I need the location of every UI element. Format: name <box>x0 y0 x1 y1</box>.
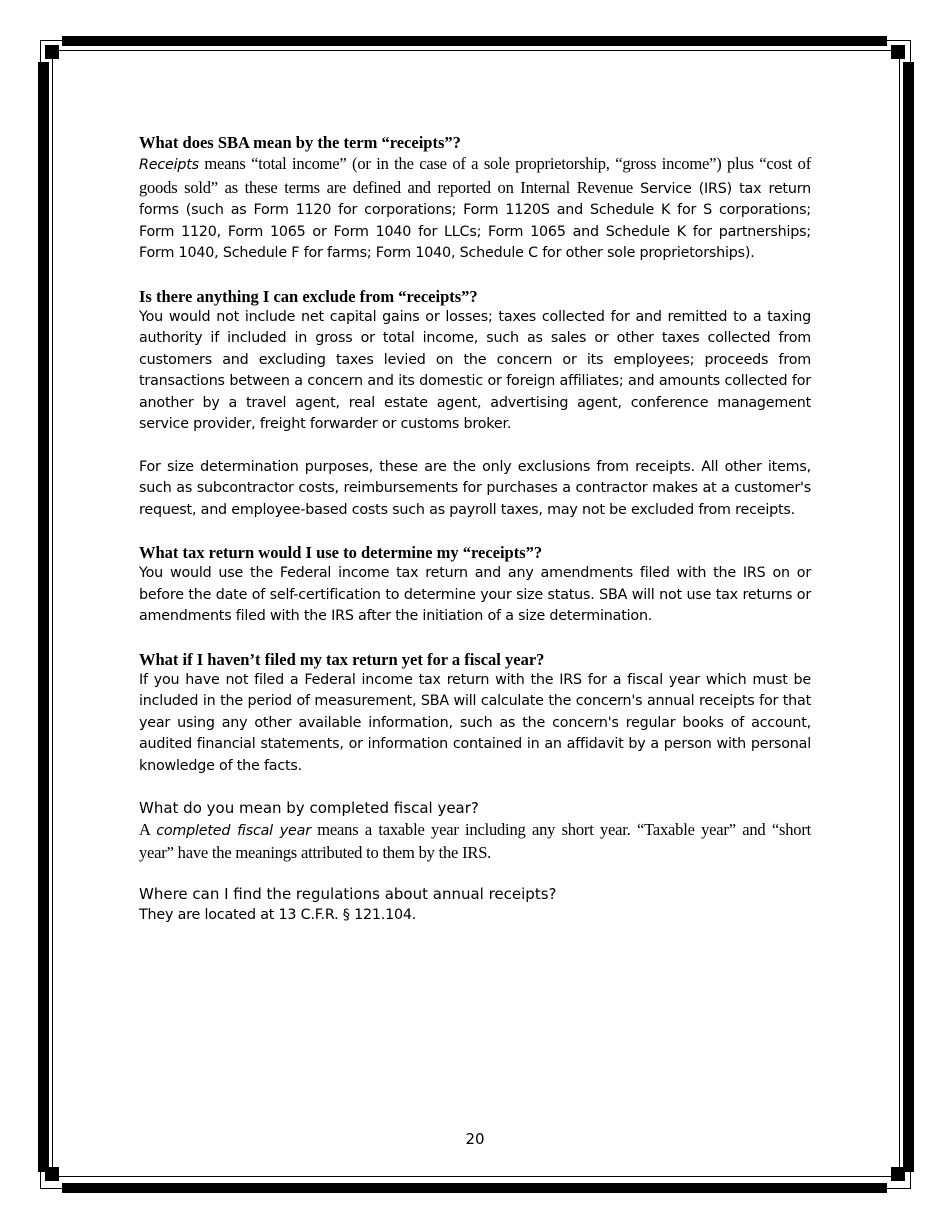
faq-completed-fiscal-year <box>139 798 811 863</box>
question-heading: Is there anything I can exclude from “receipts”? <box>139 286 478 306</box>
document-body <box>139 132 811 948</box>
faq-receipts-definition <box>139 132 811 265</box>
answer-paragraph <box>139 819 811 863</box>
faq-tax-return <box>139 542 811 628</box>
question-heading: What tax return would I use to determine my “receipts”? <box>139 543 543 562</box>
page-border-top <box>62 36 887 46</box>
exclusions-note <box>139 457 811 522</box>
answer-paragraph <box>139 153 811 265</box>
page-number: 20 <box>465 1130 485 1148</box>
defined-term: completed fiscal year <box>156 823 311 839</box>
question-heading: What does SBA mean by the term “receipts”? <box>139 133 461 152</box>
question-heading: Where can I find the regulations about annual receipts? <box>139 885 557 903</box>
answer-text: Service (IRS) tax return forms (such as Form 1120 for corporations; Form 1120S and Schedule K for S corporations; Form 1120, Form 1065 or Form 1040 for LLCs; Form 1065 and Schedule K for partnerships; Form 1040, Schedule F for farms; Form 1040, Schedule C for other sole proprietorships). <box>139 180 811 261</box>
faq-regulations <box>139 884 811 927</box>
page-border-left <box>38 62 49 1172</box>
page-border-right <box>903 62 914 1172</box>
answer-paragraph: You would not include net capital gains or losses; taxes collected for and remitted to a taxing authority if included in gross or total income, such as sales or other taxes collected from customers and excluding taxes levied on the concern or its employees; proceeds from transactions between a concern and its domestic or foreign affiliates; and amounts collected for another by a travel agent, real estate agent, advertising agent, conference management service provider, freight forwarder or customs broker. <box>139 308 811 432</box>
answer-text-serif: means “total income” (or in the case of a sole proprietorship, “gross income”) plus “cost of goods sold” as these terms are defined and reported on Internal Revenue <box>139 154 811 197</box>
answer-text: means a taxable year including any short year. “Taxable year” and “short year” have the meanings attributed to them by the IRS. <box>139 820 811 862</box>
answer-paragraph: For size determination purposes, these are the only exclusions from receipts. All other items, such as subcontractor costs, reimbursements for purchases a contractor makes at a customer's request, and employee-based costs such as payroll taxes, may not be excluded from receipts. <box>139 458 811 518</box>
page-border-bottom <box>62 1183 887 1193</box>
answer-prefix: A <box>139 820 157 839</box>
faq-not-filed <box>139 649 811 778</box>
answer-paragraph: They are located at 13 C.F.R. § 121.104. <box>139 907 417 923</box>
faq-exclusions <box>139 286 811 436</box>
defined-term: Receipts <box>139 157 199 173</box>
question-heading: What if I haven’t filed my tax return yet for a fiscal year? <box>139 649 545 669</box>
answer-paragraph: You would use the Federal income tax return and any amendments filed with the IRS on or before the date of self-certification to determine your size status. SBA will not use tax returns or amendments filed with the IRS after the initiation of a size determination. <box>139 565 811 624</box>
question-heading: What do you mean by completed fiscal year? <box>139 799 479 817</box>
answer-paragraph: If you have not filed a Federal income tax return with the IRS for a fiscal year which must be included in the period of measurement, SBA will calculate the concern's annual receipts for that year using any other available information, such as the concern's regular books of account, audited financial statements, or information contained in an affidavit by a person with personal knowledge of the facts. <box>139 671 811 774</box>
